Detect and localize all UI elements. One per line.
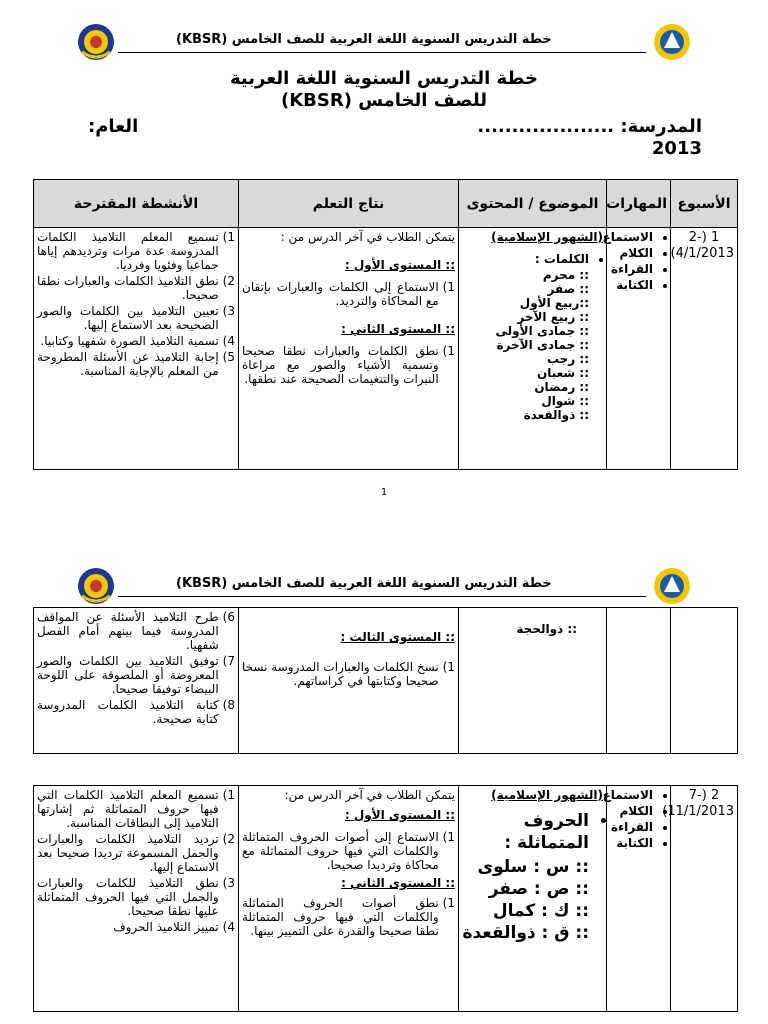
- outcomes-cell: يتمكن الطلاب في آخر الدرس من: :: المستوى الأول : 1) الاستماع إلى أصوات الحروف المتماثلة والكلمات التي فيها حروف المتماثلة مع محاكاة وترديدا صحيحا. :: المستوى الثاني : 1) نطق أصوات الحروف المتماثلة والكلمات التي فيها حروف المتماثلة نطقا صحيحا والقدرة على التمييز بينها.: [239, 786, 459, 1012]
- topic-title: (الشهور الإسلامية): [491, 788, 603, 802]
- skill-item: • الاستماع: [610, 788, 653, 802]
- topic-item: :: ق : ذوالقعدة: [462, 923, 589, 943]
- week-cell: 1 (2-4/1/2013): [671, 228, 738, 470]
- outcomes-cell: :: المستوى الثالث : 1) نسخ الكلمات والعبارات المدروسة نسخا صحيحا وكتابتها في كراساتهم.: [239, 608, 459, 754]
- doc-title-line2: للصف الخامس (KBSR): [280, 90, 488, 111]
- table-row: [34, 228, 738, 470]
- skill-item: • الكلام: [610, 246, 653, 260]
- activities-cell: 1) تسميع المعلم التلاميذ الكلمات المدروسة عدة مرات وترديدهم إياها جماعيا وفئويا وفرديا. 2) نطق التلاميذ الكلمات والعبارات نطقا صحيحا. 3) تعيين التلاميذ بين الكلمات والصور الصحيحة بعد الاستماع إليها. 4) تسمية التلاميذ الصورة شفهيا وكتابيا. 5) إجابة التلاميذ عن الأسئلة المطروحة من المعلم بالإجابة المناسبة.: [34, 228, 239, 470]
- level-heading: :: المستوى الثالث :: [340, 630, 455, 644]
- table-header-row: [34, 180, 738, 228]
- skill-item: • القراءة: [610, 820, 653, 834]
- topic-item: :: س : سلوى: [477, 857, 589, 877]
- col-topic: الموضوع / المحتوى: [459, 180, 607, 228]
- topic-item: :: شوال: [541, 394, 589, 408]
- year-label: العام:: [88, 116, 139, 137]
- topic-subtitle: • الحروف المتماثلة :: [462, 810, 589, 854]
- topic-item: :: رمضان: [534, 380, 589, 394]
- activity-item: توفيق التلاميذ بين الكلمات والصور المعروضة أو الملصوقة على اللوحة البيضاء توفيقا صحيحا.: [37, 654, 219, 696]
- skills-cell: [602, 228, 671, 470]
- level-text: نطق الكلمات والعبارات نطقا صحيحا وتسمية الأشياء والصور مع مراعاة النبرات والتنغيمات الصحيحة عند نطقها.: [242, 344, 439, 386]
- ministry-logo-left: [76, 566, 116, 606]
- col-outcomes: نتاج التعلم: [239, 180, 459, 228]
- topic-item: :: ذوالحجة: [516, 622, 577, 636]
- skill-item: • القراءة: [610, 262, 653, 276]
- ministry-logo-left: [76, 22, 116, 62]
- doc-title-line1: خطة التدريس السنوية اللغة العربية: [230, 68, 538, 89]
- col-skills: المهارات: [607, 180, 671, 228]
- activity-item: تسميع المعلم التلاميذ الكلمات المدروسة عدة مرات وترديدهم إياها جماعيا وفئويا وفرديا.: [37, 230, 219, 272]
- topic-item: :: جمادى الأولى: [495, 324, 589, 338]
- col-activities: الأنشطة المقترحة: [34, 180, 239, 228]
- skill-item: • الكلام: [610, 804, 653, 818]
- topic-item: :: ص : صفر: [488, 879, 589, 899]
- level-heading: :: المستوى الأول :: [344, 258, 455, 272]
- table-row: [34, 786, 738, 1012]
- plan-table-page1: [33, 179, 738, 470]
- outcome-intro: يتمكن الطلاب في آخر الدرس من :: [280, 230, 455, 244]
- outcomes-cell: يتمكن الطلاب في آخر الدرس من : :: المستوى الأول : 1) الاستماع إلى الكلمات والعبارات بإتقان مع المحاكاة والترديد. :: المستوى الثاني : 1) نطق الكلمات والعبارات نطقا صحيحا وتسمية الأشياء والصور مع مراعاة النبرات والتنغيمات الصحيحة عند نطقها.: [239, 228, 459, 470]
- activities-cell: 1) تسميع المعلم التلاميذ الكلمات التي فيها حروف المتماثلة ثم إشارتها التلاميذ إلى البطاقات المناسبة. 2) ترديد التلاميذ الكلمات والعبارات والجمل المسموعة ترديدا صحيحا بعد الاستماع إليها. 3) نطق التلاميذ للكلمات والعبارات والجمل التي فيها الحروف المتماثلة عليها نطقا صحيحا. 4) تمييز التلاميذ الحروف: [34, 786, 239, 1012]
- topic-cell: [459, 786, 607, 1012]
- topic-item: :: جمادى الآخرة: [496, 338, 589, 352]
- topic-item: :: رجب: [546, 352, 589, 366]
- topic-item: :: محرم: [542, 268, 589, 282]
- activity-item: نطق التلاميذ للكلمات والعبارات والجمل التي فيها الحروف المتماثلة عليها نطقا صحيحا.: [37, 876, 219, 918]
- page-header-title: خطة التدريس السنوية اللغة العربية للصف الخامس (KBSR): [176, 576, 552, 591]
- topic-subtitle: • الكلمات :: [462, 252, 589, 266]
- topic-item: ::ربيع الأول: [519, 296, 589, 310]
- skills-cell: [602, 786, 671, 1012]
- school-field: المدرسة: ....................: [477, 116, 702, 137]
- topic-item: :: ك : كمال: [492, 901, 589, 921]
- level-text: الاستماع إلى أصوات الحروف المتماثلة والكلمات التي فيها حروف المتماثلة مع محاكاة وترديدا صحيحا.: [242, 830, 439, 872]
- activity-item: ترديد التلاميذ الكلمات والعبارات والجمل المسموعة ترديدا صحيحا بعد الاستماع إليها.: [37, 832, 219, 874]
- topic-item: :: صفر: [547, 282, 589, 296]
- activity-item: طرح التلاميذ الأسئلة عن المواقف المدروسة فيما بينهم أمام الفصل شفهيا.: [37, 610, 219, 652]
- plan-table-page2-week2: [33, 785, 738, 1012]
- level-text: نطق أصوات الحروف المتماثلة والكلمات التي فيها حروف المتماثلة نطقا صحيحا والقدرة على التمييز بينها.: [242, 896, 439, 938]
- topic-item: :: ذوالقعدة: [523, 408, 589, 422]
- activity-item: تسميع المعلم التلاميذ الكلمات التي فيها حروف المتماثلة ثم إشارتها التلاميذ إلى البطاقات المناسبة.: [37, 788, 219, 830]
- ppd-logo-right: [652, 22, 692, 62]
- table-row: [34, 608, 738, 754]
- year-value: 2013: [651, 138, 702, 159]
- level-heading: :: المستوى الثاني :: [341, 876, 455, 890]
- skill-item: • الكتابة: [610, 278, 653, 292]
- ppd-logo-right: [652, 566, 692, 606]
- activity-item: إجابة التلاميذ عن الأسئلة المطروحة من المعلم بالإجابة المناسبة.: [37, 350, 219, 378]
- skill-item: • الاستماع: [610, 230, 653, 244]
- skill-item: • الكتابة: [610, 836, 653, 850]
- skills-cell: [607, 608, 671, 754]
- activity-item: تسمية التلاميذ الصورة شفهيا وكتابيا.: [40, 334, 219, 348]
- topic-item: :: شعبان: [537, 366, 589, 380]
- level-heading: :: المستوى الأول :: [344, 808, 455, 822]
- level-text: الاستماع إلى الكلمات والعبارات بإتقان مع المحاكاة والترديد.: [242, 280, 439, 308]
- topic-cell: [459, 228, 607, 470]
- topic-cell: [459, 608, 607, 754]
- page-number: 1: [380, 487, 388, 498]
- plan-table-page2-cont: [33, 607, 738, 754]
- activity-item: كتابة التلاميذ الكلمات المدروسة كتابة صحيحة.: [37, 698, 219, 726]
- topic-title: (الشهور الإسلامية): [491, 230, 603, 244]
- header-divider: [118, 596, 646, 597]
- activity-item: تمييز التلاميذ الحروف: [113, 920, 219, 934]
- level-text: نسخ الكلمات والعبارات المدروسة نسخا صحيحا وكتابتها في كراساتهم.: [242, 660, 439, 688]
- level-heading: :: المستوى الثاني :: [341, 322, 455, 336]
- page-header-title: خطة التدريس السنوية اللغة العربية للصف الخامس (KBSR): [176, 32, 552, 47]
- week-cell: 2 (7-11/1/2013): [671, 786, 738, 1012]
- topic-item: :: ربيع الآخر: [517, 310, 589, 324]
- header-divider: [118, 52, 646, 53]
- activity-item: نطق التلاميذ الكلمات والعبارات نطقا صحيحا.: [37, 274, 219, 302]
- activities-cell: 6) طرح التلاميذ الأسئلة عن المواقف المدروسة فيما بينهم أمام الفصل شفهيا. 7) توفيق التلاميذ بين الكلمات والصور المعروضة أو الملصوقة على اللوحة البيضاء توفيقا صحيحا. 8) كتابة التلاميذ الكلمات المدروسة كتابة صحيحة.: [34, 608, 239, 754]
- week-cell: [671, 608, 738, 754]
- outcome-intro: يتمكن الطلاب في آخر الدرس من:: [284, 788, 455, 802]
- col-week: الأسبوع: [671, 180, 738, 228]
- activity-item: تعيين التلاميذ بين الكلمات والصور الصحيحة بعد الاستماع إليها.: [37, 304, 219, 332]
